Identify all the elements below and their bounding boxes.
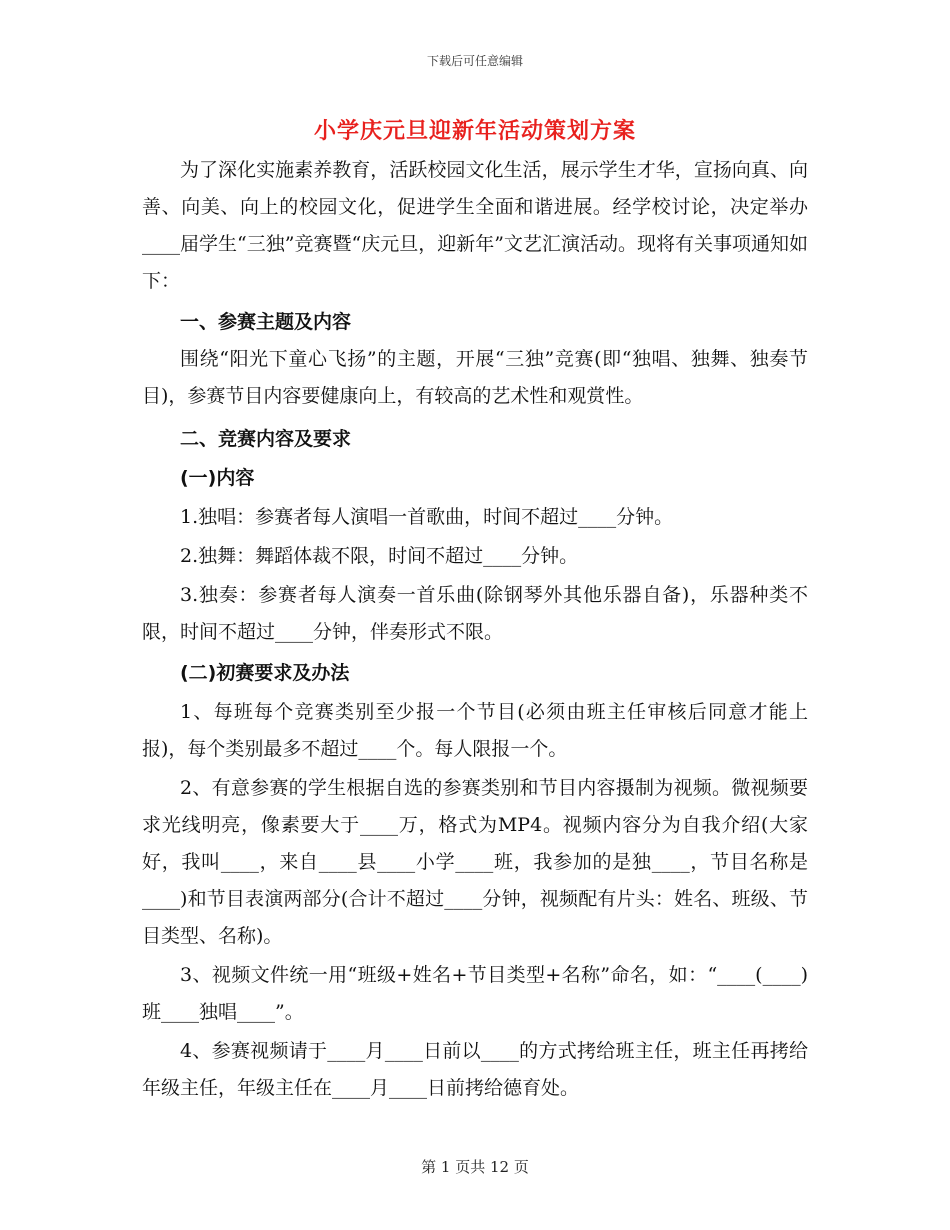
content-item-solo-dance: 2.独舞：舞蹈体裁不限，时间不超过____分钟。: [180, 545, 579, 567]
preliminary-item-2: 2、有意参赛的学生根据自选的参赛类别和节目内容摄制为视频。微视频要求光线明亮，像素要大于____万，格式为MP4。视频内容分为自我介绍(大家好，我叫____，来自____县____小学____班，我参加的是独____，节目名称是____)和节目表演两部分(合计不超过____分钟，视频配有片头：姓名、班级、节目类型、名称)。: [142, 777, 808, 947]
preliminary-item-3: 3、视频文件统一用“班级+姓名+节目类型+名称”命名，如：“____(____)班____独唱____”。: [142, 964, 808, 1023]
preliminary-item-4: 4、参赛视频请于____月____日前以____的方式拷给班主任，班主任再拷给年级主任，年级主任在____月____日前拷给德育处。: [142, 1040, 808, 1099]
preliminary-item-1: 1、每班每个竞赛类别至少报一个节目(必须由班主任审核后同意才能上报)，每个类别最多不超过____个。每人限报一个。: [142, 701, 808, 760]
document-title: 小学庆元旦迎新年活动策划方案: [313, 119, 636, 144]
page-header: 下载后可任意编辑: [426, 54, 523, 68]
intro-paragraph: 为了深化实施素养教育，活跃校园文化生活，展示学生才华，宣扬向真、向善、向美、向上的校园文化，促进学生全面和谐进展。经学校讨论，决定举办____届学生“三独”竞赛暨“庆元旦，迎新年”文艺汇演活动。现将有关事项通知如下：: [142, 159, 808, 292]
page-footer: 第 1 页共 12 页: [421, 1158, 529, 1176]
document-body: [142, 152, 808, 1107]
content-item-solo-singing: 1.独唱：参赛者每人演唱一首歌曲，时间不超过____分钟。: [180, 506, 674, 528]
section-heading-competition: 二、竞赛内容及要求: [180, 428, 352, 450]
section-heading-theme: 一、参赛主题及内容: [180, 311, 352, 333]
subsection-heading-content: (一)内容: [180, 467, 255, 489]
subsection-heading-preliminary: (二)初赛要求及办法: [180, 662, 350, 684]
content-item-solo-instrument: 3.独奏：参赛者每人演奏一首乐曲(除钢琴外其他乐器自备)，乐器种类不限，时间不超过____分钟，伴奏形式不限。: [142, 584, 808, 643]
theme-paragraph: 围绕“阳光下童心飞扬”的主题，开展“三独”竞赛(即“独唱、独舞、独奏节目)，参赛节目内容要健康向上，有较高的艺术性和观赏性。: [142, 348, 808, 407]
